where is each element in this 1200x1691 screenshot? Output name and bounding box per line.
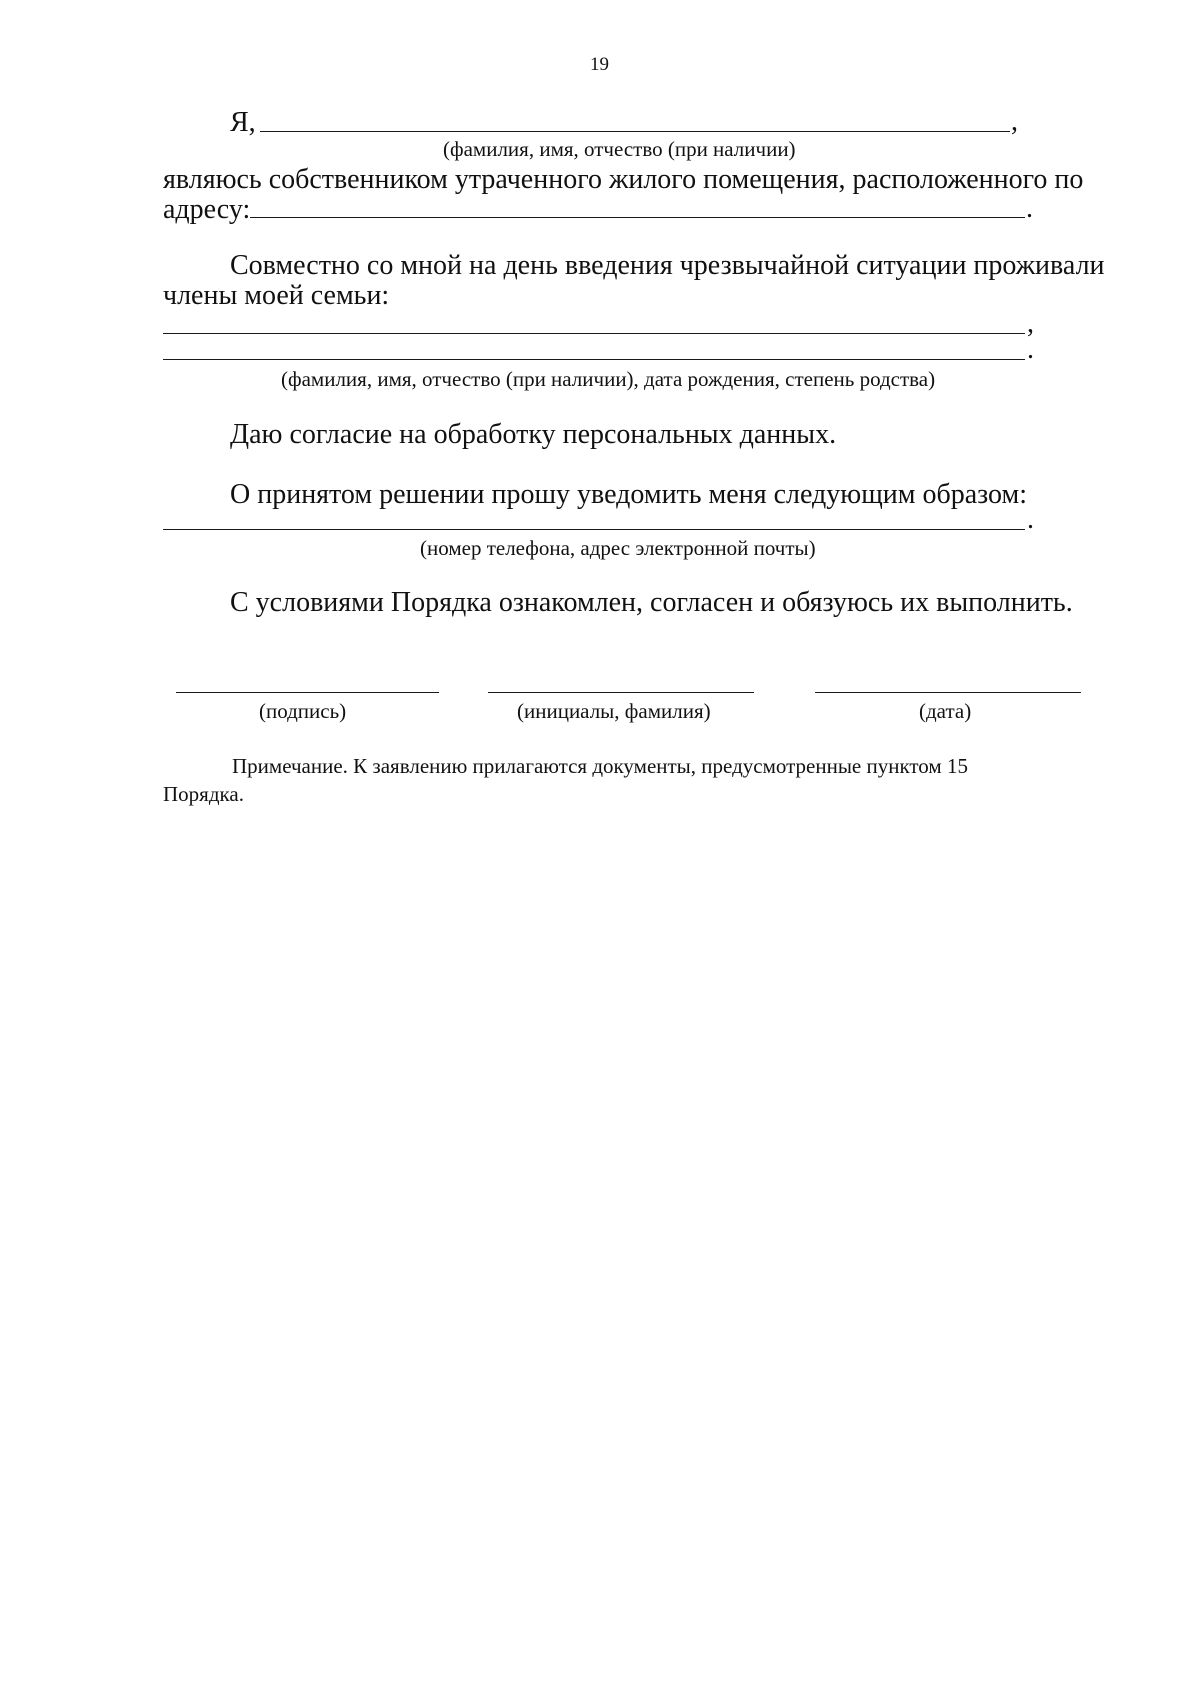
signature-field[interactable] (176, 692, 439, 693)
consent-text: Даю согласие на обработку персональных данных. (230, 419, 837, 450)
address-field[interactable] (250, 217, 1025, 218)
note-line-2: Порядка. (163, 782, 244, 806)
address-label: адресу: (163, 194, 251, 225)
family-comma: , (1027, 308, 1034, 339)
notify-period: . (1027, 504, 1034, 535)
applicant-prefix: Я, (230, 107, 256, 138)
family-line-2: члены моей семьи: (163, 280, 390, 311)
applicant-name-caption: (фамилия, имя, отчество (при наличии) (443, 137, 796, 161)
notify-caption: (номер телефона, адрес электронной почты) (420, 536, 816, 560)
initials-surname-caption: (инициалы, фамилия) (517, 699, 711, 723)
address-period: . (1026, 193, 1033, 224)
applicant-comma: , (1011, 106, 1018, 137)
family-member-field-1[interactable] (163, 333, 1025, 334)
family-line-1: Совместно со мной на день введения чрезвычайной ситуации проживали (230, 250, 1105, 281)
signature-caption: (подпись) (259, 699, 347, 723)
note-line-1: Примечание. К заявлению прилагаются документы, предусмотренные пунктом 15 (232, 754, 968, 778)
notify-text: О принятом решении прошу уведомить меня следующим образом: (230, 479, 1027, 510)
family-period: . (1027, 334, 1034, 365)
notify-contact-field[interactable] (163, 529, 1025, 530)
conditions-text: С условиями Порядка ознакомлен, согласен и обязуюсь их выполнить. (230, 587, 1073, 618)
owner-line: являюсь собственником утраченного жилого помещения, расположенного по (163, 164, 1084, 195)
initials-surname-field[interactable] (488, 692, 754, 693)
family-caption: (фамилия, имя, отчество (при наличии), дата рождения, степень родства) (281, 367, 936, 391)
page-number: 19 (590, 54, 609, 75)
family-member-field-2[interactable] (163, 359, 1025, 360)
date-caption: (дата) (919, 699, 972, 723)
date-field[interactable] (815, 692, 1081, 693)
applicant-name-field[interactable] (260, 131, 1010, 132)
